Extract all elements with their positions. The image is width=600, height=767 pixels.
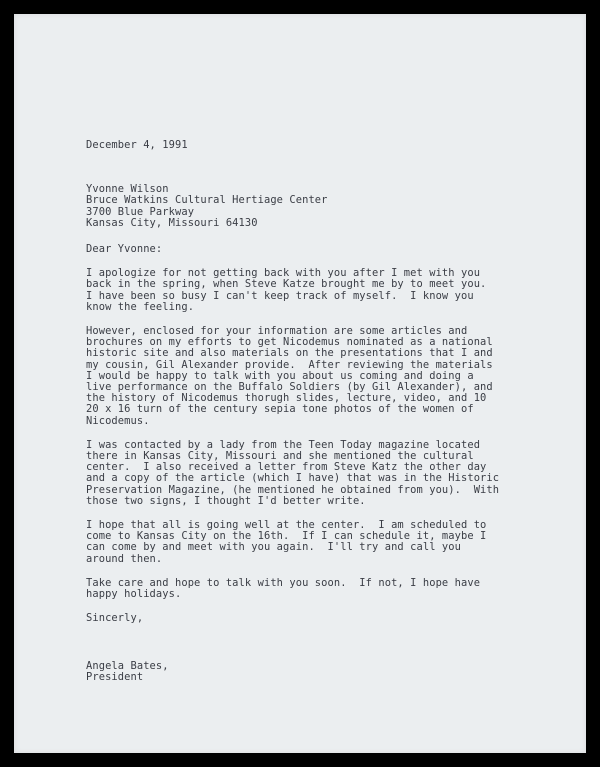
text-line: around then.: [86, 552, 163, 565]
text-line: my cousin, Gil Alexander provide. After reviewing the materials: [86, 358, 493, 371]
text-line: I was contacted by a lady from the Teen Today magazine located: [86, 438, 481, 451]
text-line: Preservation Magazine, (he mentioned he obtained from you). With: [86, 483, 500, 496]
text-line: those two signs, I thought I'd better write.: [86, 494, 366, 507]
paragraph-5: [86, 578, 526, 600]
paragraph-1: [86, 268, 526, 313]
text-line: I apologize for not getting back with you after I met with you: [86, 267, 481, 280]
text-line: center. I also received a letter from Steve Katz the other day: [86, 461, 487, 474]
letter-body: [86, 140, 526, 683]
text-line: can come by and meet with you again. I'll try and call you: [86, 541, 461, 554]
text-line: Take care and hope to talk with you soon. If not, I hope have: [86, 576, 481, 589]
text-line: 20 x 16 turn of the century sepia tone photos of the women of: [86, 403, 474, 416]
text-line: Nicodemus.: [86, 414, 150, 427]
text-line: come to Kansas City on the 16th. If I can schedule it, maybe I: [86, 530, 487, 543]
paragraph-2: [86, 326, 526, 427]
recipient-address: [86, 184, 526, 229]
text-line: happy holidays.: [86, 588, 182, 601]
text-line: I hope that all is going well at the center. I am scheduled to: [86, 519, 487, 532]
signer-title: President: [86, 670, 144, 683]
text-line: I have been so busy I can't keep track of myself. I know you: [86, 289, 474, 302]
text-line: and a copy of the article (which I have) that was in the Historic: [86, 472, 500, 485]
signer-name: Angela Bates,: [86, 659, 169, 672]
address-line: Bruce Watkins Cultural Hertiage Center: [86, 194, 328, 207]
letter-page: [14, 14, 586, 753]
paragraph-3: [86, 440, 526, 507]
text-line: live performance on the Buffalo Soldiers (by Gil Alexander), and: [86, 381, 493, 394]
address-line: Kansas City, Missouri 64130: [86, 216, 258, 229]
address-line: Yvonne Wilson: [86, 183, 169, 196]
text-line: brochures on my efforts to get Nicodemus nominated as a national: [86, 336, 493, 349]
closing: Sincerly,: [86, 612, 144, 625]
text-line: However, enclosed for your information are some articles and: [86, 325, 468, 338]
signature-block: [86, 661, 526, 683]
text-line: historic site and also materials on the presentations that I and: [86, 347, 493, 360]
text-line: the history of Nicodemus thorugh slides, lecture, video, and 10: [86, 392, 487, 405]
paragraph-4: [86, 520, 526, 565]
text-line: I would be happy to talk with you about us coming and doing a: [86, 369, 474, 382]
text-line: know the feeling.: [86, 300, 195, 313]
address-line: 3700 Blue Parkway: [86, 205, 195, 218]
letter-date: December 4, 1991: [86, 139, 188, 151]
text-line: there in Kansas City, Missouri and she mentioned the cultural: [86, 450, 474, 463]
salutation: Dear Yvonne:: [86, 243, 163, 256]
text-line: back in the spring, when Steve Katze brought me by to meet you.: [86, 278, 487, 291]
